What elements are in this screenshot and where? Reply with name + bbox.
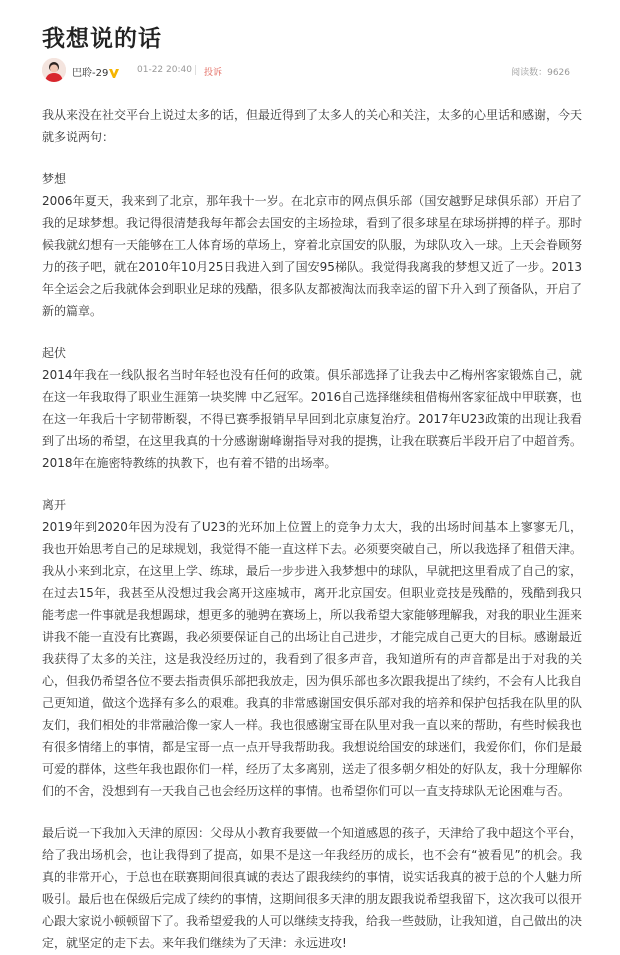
read-count-label: 阅读数：	[511, 68, 548, 78]
section-heading-leaving: 离开	[42, 498, 67, 512]
section-heading-dream: 梦想	[42, 172, 67, 186]
verified-badge-icon	[108, 64, 120, 76]
section-heading-ups-downs: 起伏	[42, 346, 67, 360]
paragraph-closing: 最后说一下我加入天津的原因：父母从小教育我要做一个知道感恩的孩子，天津给了我中超这个平台，给了我出场机会，也让我得到了提高，如果不是这一年我经历的成长，也不会有“被看见”的机会。我真的非常开心，于总也在联赛期间很真诚的表达了跟我续约的事情，说实话我真的被于总的个人魅力所吸引。最后也在保级后完成了续约的事情，这期间很多天津的朋友跟我说希望我留下，这次我可以很开心跟大家说小顿顿留下了。我希望爱我的人可以继续支持我，给我一些鼓励，让我知道，自己做出的决定，就坚定的走下去。来年我们继续为了天津：永远进攻!	[42, 826, 583, 950]
publish-time: 01-22 20:40	[137, 65, 192, 75]
paragraph-dream: 2006年夏天，我来到了北京，那年我十一岁。在北京市的网点俱乐部（国安越野足球俱乐部）开启了我的足球梦想。我记得很清楚我每年都会去国安的主场捡球，看到了很多球星在球场拼搏的样子。那时候我就幻想有一天能够在工人体育场的草场上，穿着北京国安的队服，为球队攻入一球。上天会眷顾努力的孩子吧，就在2010年10月25日我进入到了国安95梯队。我觉得我离我的梦想又近了一步。2013年全运会之后我就体会到职业足球的残酷，很多队友都被淘汰而我幸运的留下升入到了预备队，开启了新的篇章。	[42, 194, 583, 318]
author-name[interactable]: 巴聆-29	[72, 68, 109, 79]
read-count-value: 9626	[547, 68, 570, 78]
meta-divider	[195, 65, 196, 75]
report-link[interactable]: 投诉	[204, 68, 223, 78]
avatar[interactable]	[42, 58, 66, 82]
paragraph-intro: 我从来没在社交平台上说过太多的话，但最近得到了太多人的关心和关注，太多的心里话和感谢，今天就多说两句：	[42, 108, 583, 144]
read-count	[511, 65, 570, 78]
article-title: 我想说的话	[42, 26, 162, 52]
article-meta	[42, 58, 570, 86]
article-body	[42, 104, 582, 954]
paragraph-ups-downs: 2014年我在一线队报名当时年轻也没有任何的政策。俱乐部选择了让我去中乙梅州客家锻炼自己，就在这一年我取得了职业生涯第一块奖牌 中乙冠军。2016自己选择继续租借梅州客家征战中甲联赛，也在这一年我后十字韧带断裂，不得已赛季报销早早回到北京康复治疗。2017年U23政策的出现让我看到了出场的希望，在这里我真的十分感谢谢峰谢指导对我的提携，让我在联赛后半段开启了中超首秀。2018年在施密特教练的执教下，也有着不错的出场率。	[42, 368, 583, 470]
paragraph-leaving: 2019年到2020年因为没有了U23的光环加上位置上的竞争力太大，我的出场时间基本上寥寥无几，我也开始思考自己的足球规划，我觉得不能一直这样下去。必须要突破自己，所以我选择了租借天津。我从小来到北京，在这里上学、练球，最后一步步进入我梦想中的球队，早就把这里看成了自己的家，在过去15年，我甚至从没想过我会离开这座城市，离开北京国安。但职业竞技是残酷的，残酷到我只能考虑一件事就是我想踢球，想更多的驰骋在赛场上，所以我希望大家能够理解我，对我的职业生涯来讲我不能一直没有比赛踢，我必须要保证自己的出场让自己进步，才能完成自己更大的目标。感谢最近我获得了太多的关注，这是我没经历过的，我看到了很多声音，我知道所有的声音都是出于对我的关心，但我仍希望各位不要去指责俱乐部把我放走，因为俱乐部也多次跟我提出了续约，不会有人比我自己更知道，做这个选择有多么的艰难。我真的非常感谢国安俱乐部对我的培养和保护包括我在队里的队友们，我们相处的非常融洽像一家人一样。我也很感谢宝哥在队里对我一直以来的帮助，有些时候我也有很多情绪上的事情，都是宝哥一点一点开导我帮助我。我想说给国安的球迷们，我爱你们，你们是最可爱的群体，这些年我也跟你们一样，经历了太多离别，送走了很多朝夕相处的好队友，我十分理解你们的不舍，没想到有一天我自己也会经历这样的事情。也希望你们可以一直支持球队无论困难与否。	[42, 520, 583, 798]
